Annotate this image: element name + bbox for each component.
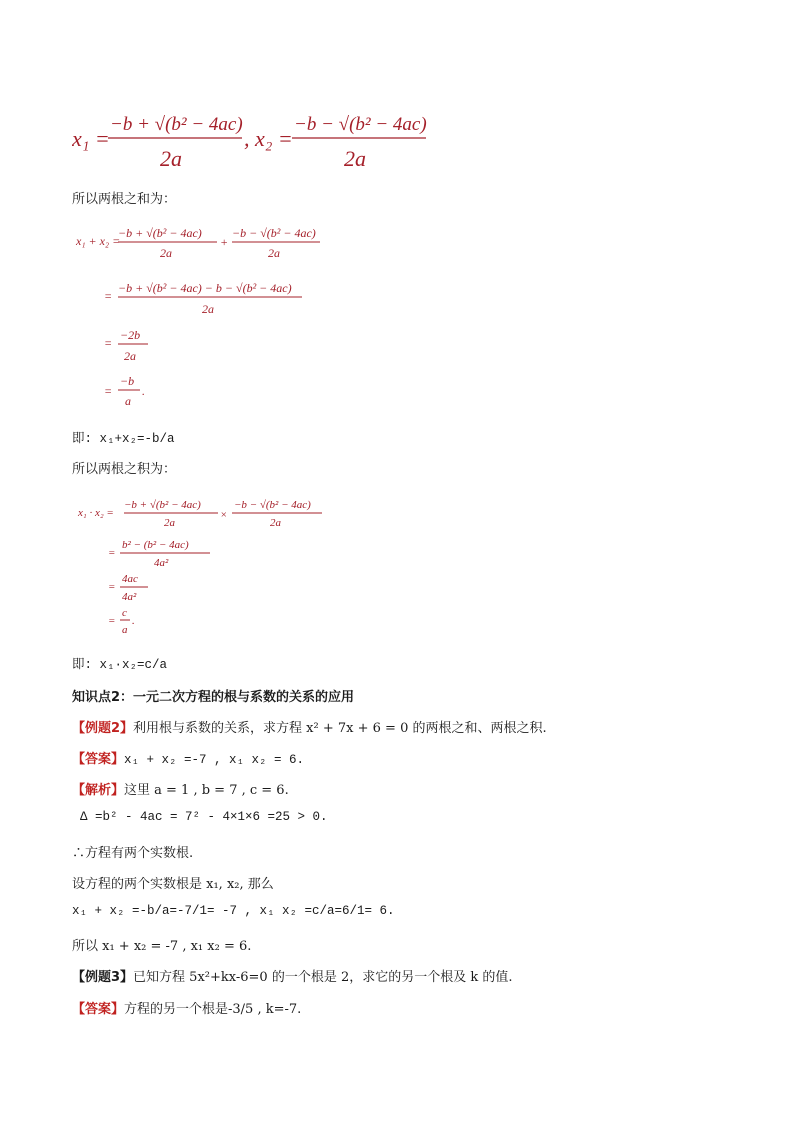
sum-s1-num2: −b − √(b² − 4ac) bbox=[232, 226, 316, 240]
root-formula-block bbox=[72, 100, 442, 175]
example-2 bbox=[72, 717, 547, 736]
sum-derivation bbox=[72, 215, 332, 415]
sum-s2-eq: = bbox=[104, 289, 113, 303]
x1-numerator: −b + √(b² − 4ac) bbox=[110, 114, 243, 135]
analysis-2 bbox=[72, 779, 289, 798]
sum-s3-den: 2a bbox=[124, 349, 136, 363]
sum-s3-eq: = bbox=[104, 336, 113, 350]
sum-s2-den: 2a bbox=[202, 302, 214, 316]
product-result: 即: x₁·x₂=c/a bbox=[72, 658, 168, 672]
prod-s1-num1: −b + √(b² − 4ac) bbox=[124, 499, 201, 511]
prod-lhs: x₁ · x₂ = bbox=[78, 507, 114, 519]
example-2-body: 利用根与系数的关系，求方程 x² + 7x + 6 = 0 的两根之和、两根之积. bbox=[133, 721, 547, 736]
example-3-tag: 【例题3】 bbox=[72, 970, 134, 985]
example-3-body: 已知方程 5x²+kx-6=0 的一个根是 2，求它的另一个根及 k 的值. bbox=[133, 970, 513, 985]
prod-s2-num: b² − (b² − 4ac) bbox=[122, 539, 189, 551]
sum-lhs: x₁ + x₂ = bbox=[76, 234, 121, 248]
sum-intro: 所以两根之和为： bbox=[72, 192, 177, 207]
root-formula-svg bbox=[72, 100, 442, 175]
x2-denominator: 2a bbox=[344, 146, 366, 171]
product-derivation bbox=[72, 488, 332, 638]
prod-s4-period: . bbox=[132, 615, 135, 627]
delta-line: Δ =b² - 4ac = 7² - 4×1×6 =25 > 0. bbox=[80, 810, 328, 824]
sum-s1-num1: −b + √(b² − 4ac) bbox=[118, 226, 202, 240]
example-2-tag: 【例题2】 bbox=[72, 721, 134, 736]
therefore-line: ∴方程有两个实数根. bbox=[72, 846, 194, 861]
prod-s4-num: c bbox=[122, 607, 127, 619]
sum-s4-num: −b bbox=[120, 374, 135, 388]
answer-2-tag: 【答案】 bbox=[72, 752, 125, 767]
x1-lhs: x₁ = bbox=[72, 126, 110, 151]
prod-s1-den1: 2a bbox=[164, 517, 175, 529]
section-heading: 知识点2：一元二次方程的根与系数的关系的应用 bbox=[72, 690, 355, 705]
sum-s4-eq: = bbox=[104, 384, 113, 398]
x1-denominator: 2a bbox=[160, 146, 182, 171]
answer-3-body: 方程的另一个根是-3/5 , k=-7. bbox=[124, 1002, 302, 1017]
prod-s4-den: a bbox=[122, 624, 128, 636]
sum-s4-den: a bbox=[125, 394, 131, 408]
prod-s3-num: 4ac bbox=[122, 573, 138, 585]
example-3 bbox=[72, 966, 513, 985]
product-derivation-svg bbox=[72, 488, 332, 638]
sum-s4-period: . bbox=[142, 384, 145, 398]
analysis-2-body: 这里 a = 1 , b = 7 , c = 6. bbox=[124, 783, 289, 798]
answer-3 bbox=[72, 998, 301, 1017]
so-line: 所以 x₁ + x₂ = -7 , x₁ x₂ = 6. bbox=[72, 939, 252, 954]
sum-derivation-svg bbox=[72, 215, 332, 415]
x2-numerator: −b − √(b² − 4ac) bbox=[294, 114, 427, 135]
assume-line: 设方程的两个实数根是 x₁, x₂, 那么 bbox=[72, 877, 274, 892]
prod-s4-eq: = bbox=[108, 615, 116, 627]
prod-s3-eq: = bbox=[108, 581, 116, 593]
analysis-2-tag: 【解析】 bbox=[72, 783, 125, 798]
answer-2-body: x₁ + x₂ =-7 , x₁ x₂ = 6. bbox=[124, 753, 305, 767]
x2-lhs: , x₂ = bbox=[244, 126, 293, 151]
answer-2 bbox=[72, 748, 304, 767]
sum-s1-den1: 2a bbox=[160, 246, 172, 260]
sum-result: 即: x₁+x₂=-b/a bbox=[72, 432, 175, 446]
sum-s1-plus: + bbox=[220, 235, 229, 249]
answer-3-tag: 【答案】 bbox=[72, 1002, 125, 1017]
prod-s2-eq: = bbox=[108, 547, 116, 559]
sum-s3-num: −2b bbox=[120, 328, 141, 342]
product-intro: 所以两根之积为： bbox=[72, 462, 177, 477]
prod-s3-den: 4a² bbox=[122, 591, 137, 603]
sum-s2-num: −b + √(b² − 4ac) − b − √(b² − 4ac) bbox=[118, 281, 292, 295]
prod-s1-times: × bbox=[220, 509, 228, 521]
prod-s2-den: 4a² bbox=[154, 557, 169, 569]
prod-s1-num2: −b − √(b² − 4ac) bbox=[234, 499, 311, 511]
sum-s1-den2: 2a bbox=[268, 246, 280, 260]
prod-s1-den2: 2a bbox=[270, 517, 281, 529]
vieta-line: x₁ + x₂ =-b/a=-7/1= -7 , x₁ x₂ =c/a=6/1= 6. bbox=[72, 904, 395, 918]
